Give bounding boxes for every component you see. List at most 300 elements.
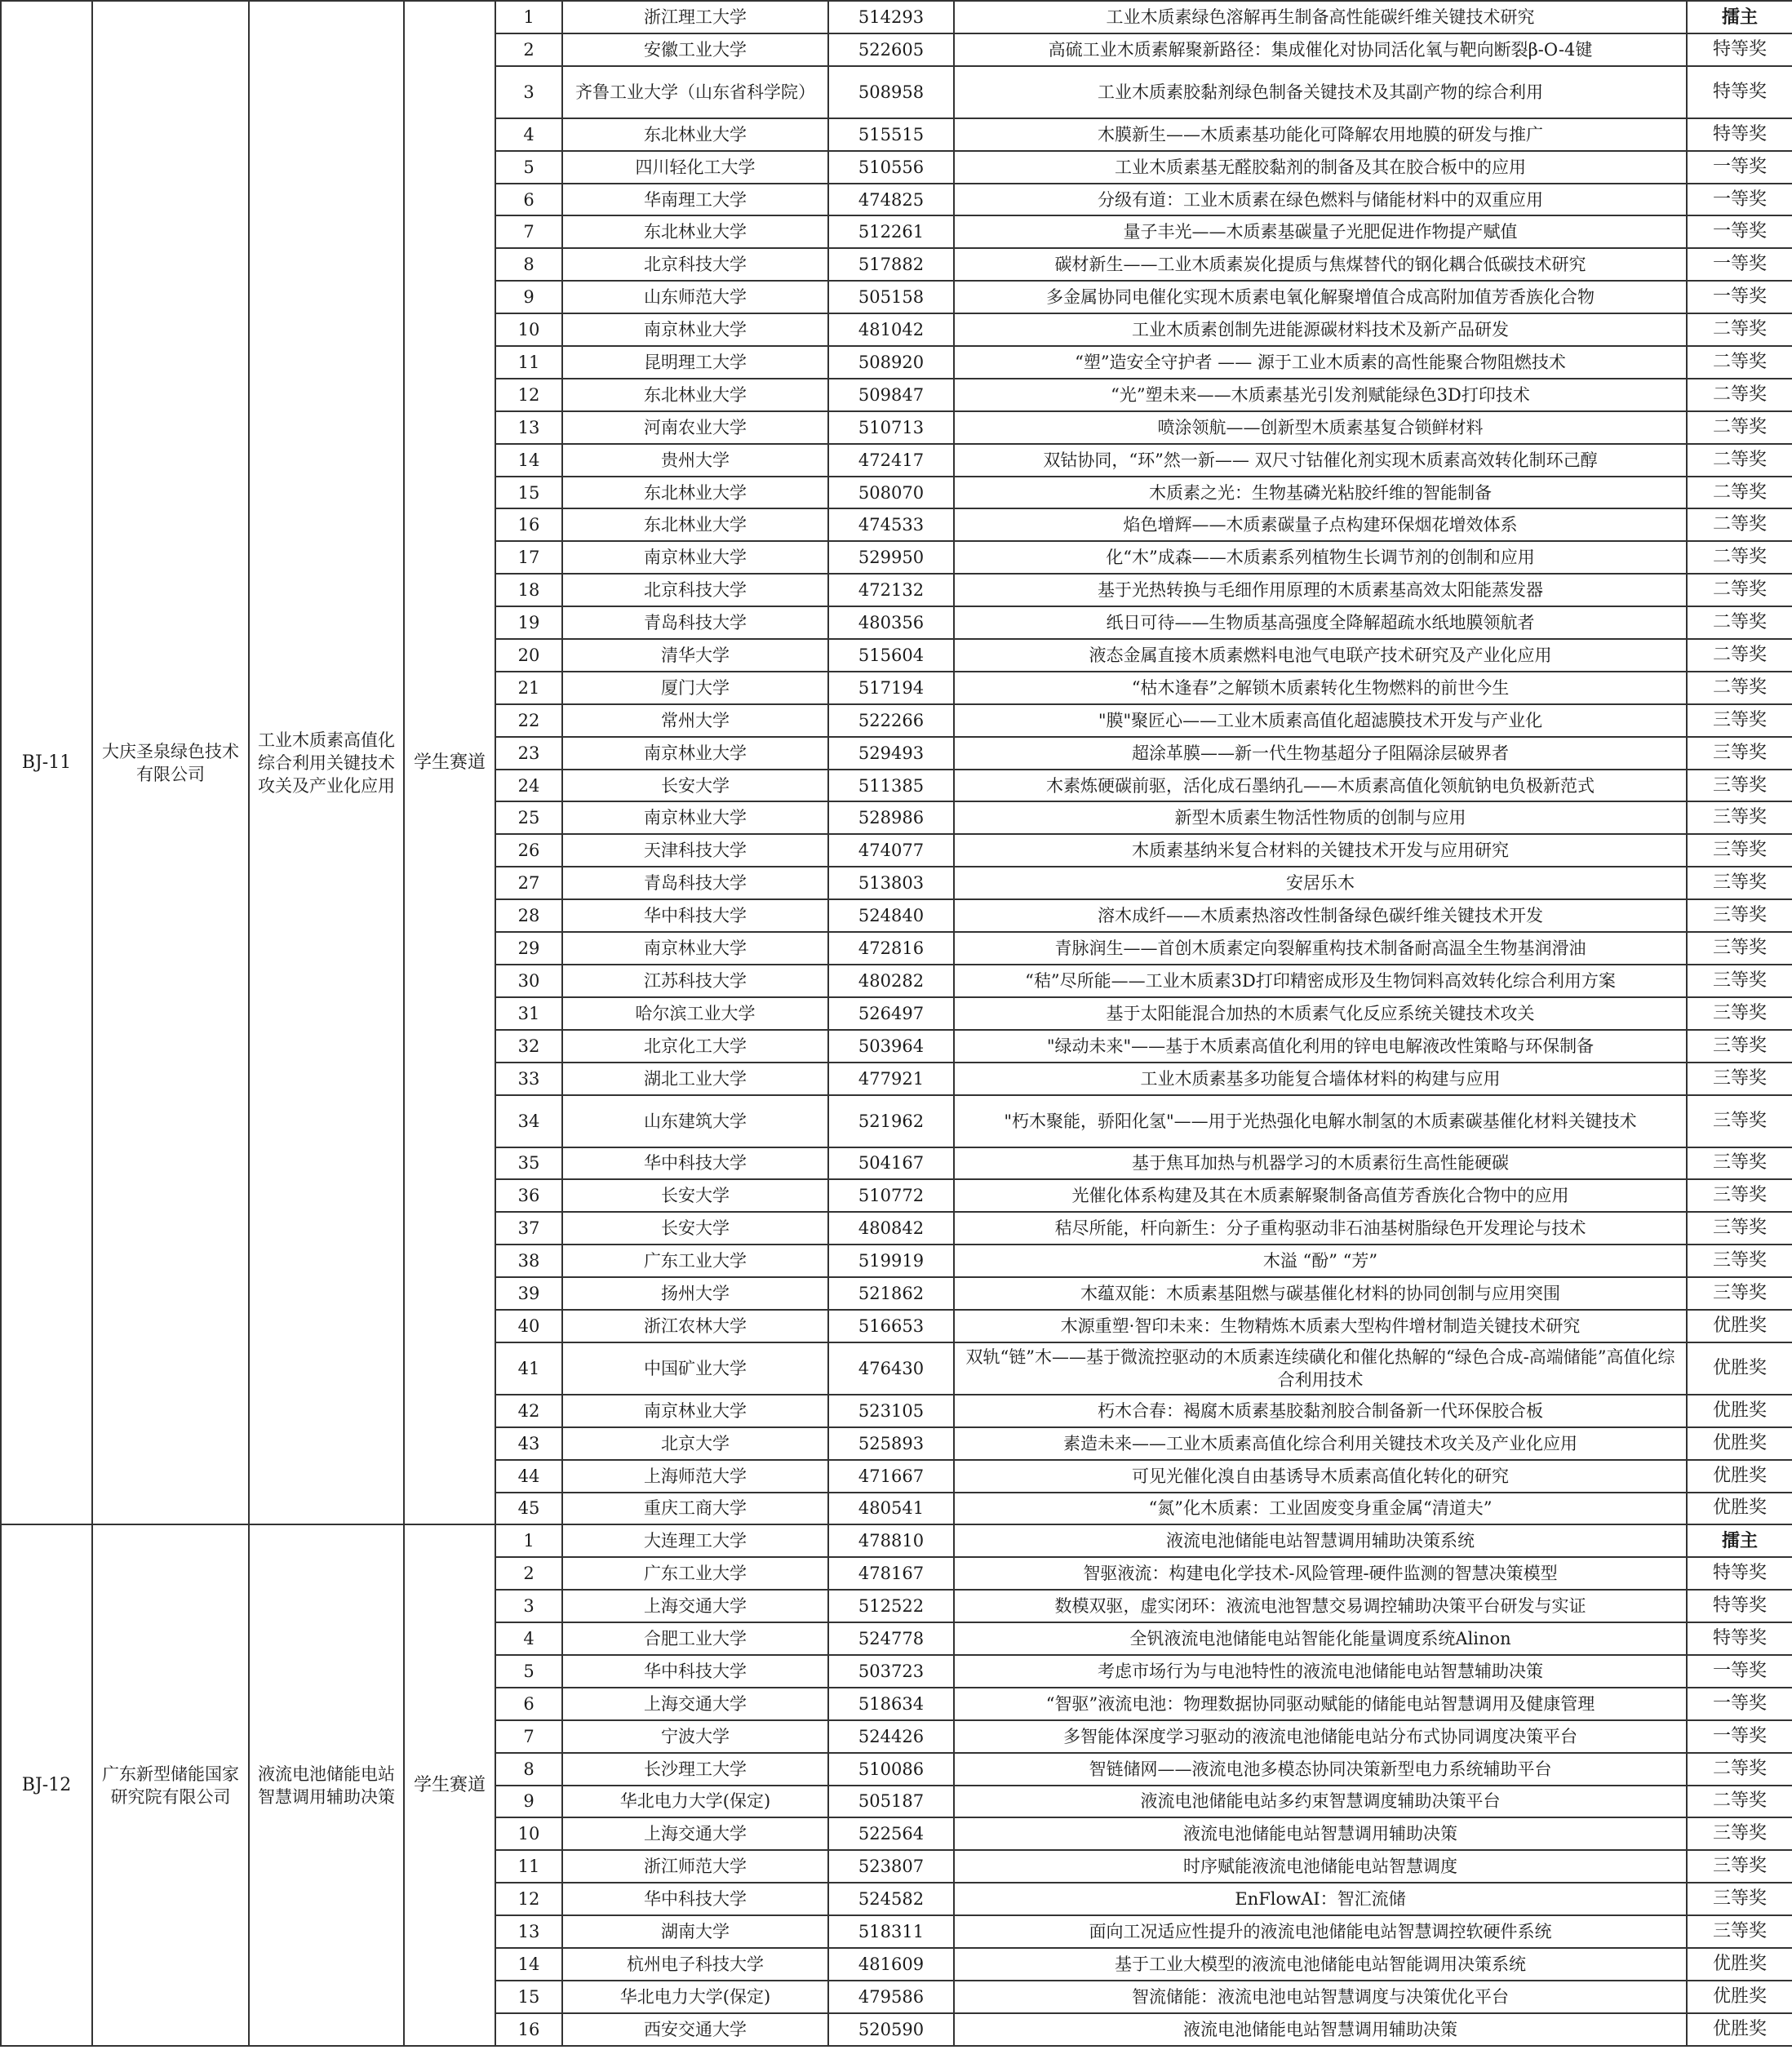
project-title: 超涂革膜——新一代生物基超分子阻隔涂层破界者 (954, 737, 1687, 770)
project-title: "朽木聚能，骄阳化氢"——用于光热强化电解水制氢的木质素碳基催化材料关键技术 (954, 1095, 1687, 1147)
row-number: 43 (495, 1427, 562, 1460)
award: 一等奖 (1687, 1720, 1792, 1753)
project-code: 479586 (828, 1981, 954, 2013)
project-code: 504167 (828, 1147, 954, 1180)
award: 一等奖 (1687, 184, 1792, 216)
row-number: 12 (495, 1883, 562, 1915)
project-title: 化“木”成森——木质素系列植物生长调节剂的创制和应用 (954, 541, 1687, 574)
row-number: 3 (495, 66, 562, 118)
award: 一等奖 (1687, 1655, 1792, 1688)
project-code: 518634 (828, 1688, 954, 1720)
project-title: 基于太阳能混合加热的木质素气化反应系统关键技术攻关 (954, 997, 1687, 1030)
row-number: 37 (495, 1212, 562, 1245)
row-number: 14 (495, 444, 562, 477)
table-row (1, 1, 1792, 33)
project-code: 510086 (828, 1753, 954, 1786)
project-title: 可见光催化溴自由基诱导木质素高值化转化的研究 (954, 1460, 1687, 1493)
award: 二等奖 (1687, 541, 1792, 574)
row-number: 5 (495, 151, 562, 184)
award: 三等奖 (1687, 1850, 1792, 1883)
award: 一等奖 (1687, 281, 1792, 313)
project-title: 分级有道：工业木质素在绿色燃料与储能材料中的双重应用 (954, 184, 1687, 216)
project-code: 474533 (828, 508, 954, 541)
row-number: 1 (495, 1, 562, 33)
project-code: 510772 (828, 1179, 954, 1212)
award: 三等奖 (1687, 1245, 1792, 1277)
row-number: 24 (495, 770, 562, 802)
project-code: 509847 (828, 379, 954, 411)
project-code: 503964 (828, 1030, 954, 1063)
award: 特等奖 (1687, 33, 1792, 66)
university: 南京林业大学 (562, 1395, 828, 1427)
project-title: 焰色增辉——木质素碳量子点构建环保烟花增效体系 (954, 508, 1687, 541)
university: 山东师范大学 (562, 281, 828, 313)
project-title: "绿动未来"——基于木质素高值化利用的锌电电解液改性策略与环保制备 (954, 1030, 1687, 1063)
award: 擂主 (1687, 1, 1792, 33)
project-title: 数模双驱，虚实闭环：液流电池智慧交易调控辅助决策平台研发与实证 (954, 1590, 1687, 1622)
project-code: 522266 (828, 704, 954, 737)
project-code: 522605 (828, 33, 954, 66)
university: 华北电力大学(保定) (562, 1786, 828, 1818)
project-code: 519919 (828, 1245, 954, 1277)
project-code: 522564 (828, 1817, 954, 1850)
university: 华中科技大学 (562, 1147, 828, 1180)
project-title: 面向工况适应性提升的液流电池储能电站智慧调控软硬件系统 (954, 1915, 1687, 1948)
award: 优胜奖 (1687, 1342, 1792, 1395)
project-code: 514293 (828, 1, 954, 33)
award: 优胜奖 (1687, 2013, 1792, 2046)
project-code: 503723 (828, 1655, 954, 1688)
university: 中国矿业大学 (562, 1342, 828, 1395)
award: 特等奖 (1687, 66, 1792, 118)
row-number: 15 (495, 1981, 562, 2013)
university: 安徽工业大学 (562, 33, 828, 66)
row-number: 19 (495, 606, 562, 639)
university: 上海师范大学 (562, 1460, 828, 1493)
project-code: 478167 (828, 1557, 954, 1590)
project-code: 521862 (828, 1277, 954, 1310)
award: 二等奖 (1687, 477, 1792, 509)
project-code: 523105 (828, 1395, 954, 1427)
award: 三等奖 (1687, 1212, 1792, 1245)
project-title: 木蕴双能：木质素基阻燃与碳基催化材料的协同创制与应用突围 (954, 1277, 1687, 1310)
row-number: 30 (495, 965, 562, 997)
university: 四川轻化工大学 (562, 151, 828, 184)
university: 南京林业大学 (562, 541, 828, 574)
project-title: "膜"聚匠心——工业木质素高值化超滤膜技术开发与产业化 (954, 704, 1687, 737)
university: 齐鲁工业大学（山东省科学院） (562, 66, 828, 118)
row-number: 35 (495, 1147, 562, 1180)
project-code: 521962 (828, 1095, 954, 1147)
university: 北京化工大学 (562, 1030, 828, 1063)
award: 三等奖 (1687, 1277, 1792, 1310)
row-number: 26 (495, 834, 562, 867)
university: 北京大学 (562, 1427, 828, 1460)
award: 一等奖 (1687, 151, 1792, 184)
row-number: 10 (495, 313, 562, 346)
award: 二等奖 (1687, 1786, 1792, 1818)
project-title: 双钴协同，“环”然一新—— 双尺寸钴催化剂实现木质素高效转化制环己醇 (954, 444, 1687, 477)
project-title: 木素炼硬碳前驱，活化成石墨纳孔——木质素高值化领航钠电负极新范式 (954, 770, 1687, 802)
row-number: 36 (495, 1179, 562, 1212)
award: 二等奖 (1687, 411, 1792, 444)
university: 浙江理工大学 (562, 1, 828, 33)
award: 特等奖 (1687, 1622, 1792, 1655)
project-code: 477921 (828, 1063, 954, 1095)
award: 优胜奖 (1687, 1981, 1792, 2013)
university: 上海交通大学 (562, 1590, 828, 1622)
project-title: 木质素基纳米复合材料的关键技术开发与应用研究 (954, 834, 1687, 867)
award: 三等奖 (1687, 1095, 1792, 1147)
award: 三等奖 (1687, 932, 1792, 965)
row-number: 45 (495, 1493, 562, 1525)
award: 一等奖 (1687, 1688, 1792, 1720)
row-number: 9 (495, 1786, 562, 1818)
university: 广东工业大学 (562, 1245, 828, 1277)
university: 杭州电子科技大学 (562, 1948, 828, 1981)
project-title: 基于光热转换与毛细作用原理的木质素基高效太阳能蒸发器 (954, 574, 1687, 606)
project-code: 517882 (828, 248, 954, 281)
project-code: 478810 (828, 1524, 954, 1557)
project-code: 508920 (828, 346, 954, 379)
university: 浙江师范大学 (562, 1850, 828, 1883)
project-code: 512261 (828, 215, 954, 248)
project-title: 液流电池储能电站智慧调用辅助决策系统 (954, 1524, 1687, 1557)
project-title: 木膜新生——木质素基功能化可降解农用地膜的研发与推广 (954, 118, 1687, 151)
project-code: 481609 (828, 1948, 954, 1981)
university: 河南农业大学 (562, 411, 828, 444)
row-number: 16 (495, 2013, 562, 2046)
row-number: 6 (495, 184, 562, 216)
award: 三等奖 (1687, 737, 1792, 770)
university: 长沙理工大学 (562, 1753, 828, 1786)
project-code: 476430 (828, 1342, 954, 1395)
project-code: 472132 (828, 574, 954, 606)
award: 三等奖 (1687, 965, 1792, 997)
project-title: 液流电池储能电站多约束智慧调度辅助决策平台 (954, 1786, 1687, 1818)
project-code: 528986 (828, 801, 954, 834)
row-number: 40 (495, 1310, 562, 1342)
row-number: 22 (495, 704, 562, 737)
row-number: 38 (495, 1245, 562, 1277)
award: 优胜奖 (1687, 1427, 1792, 1460)
row-number: 13 (495, 1915, 562, 1948)
university: 清华大学 (562, 639, 828, 672)
row-number: 4 (495, 118, 562, 151)
award: 优胜奖 (1687, 1948, 1792, 1981)
university: 东北林业大学 (562, 477, 828, 509)
project-title: “氮”化木质素：工业固废变身重金属“清道夫” (954, 1493, 1687, 1525)
project-code: 472816 (828, 932, 954, 965)
award: 三等奖 (1687, 1179, 1792, 1212)
award: 三等奖 (1687, 801, 1792, 834)
university: 东北林业大学 (562, 379, 828, 411)
project-title: 智驱液流：构建电化学技术-风险管理-硬件监测的智慧决策模型 (954, 1557, 1687, 1590)
university: 北京科技大学 (562, 248, 828, 281)
project-title: 液态金属直接木质素燃料电池气电联产技术研究及产业化应用 (954, 639, 1687, 672)
award: 三等奖 (1687, 1063, 1792, 1095)
group-company: 大庆圣泉绿色技术有限公司 (92, 1, 249, 1524)
project-title: 新型木质素生物活性物质的创制与应用 (954, 801, 1687, 834)
award: 二等奖 (1687, 639, 1792, 672)
university: 南京林业大学 (562, 313, 828, 346)
row-number: 39 (495, 1277, 562, 1310)
award: 二等奖 (1687, 444, 1792, 477)
row-number: 9 (495, 281, 562, 313)
award: 二等奖 (1687, 346, 1792, 379)
project-title: 双轨“链”木——基于微流控驱动的木质素连续磺化和催化热解的“绿色合成-高端储能”高值化综合利用技术 (954, 1342, 1687, 1395)
project-code: 510713 (828, 411, 954, 444)
project-title: “秸”尽所能——工业木质素3D打印精密成形及生物饲料高效转化综合利用方案 (954, 965, 1687, 997)
university: 山东建筑大学 (562, 1095, 828, 1147)
row-number: 29 (495, 932, 562, 965)
row-number: 15 (495, 477, 562, 509)
group-id: BJ-11 (1, 1, 92, 1524)
award: 优胜奖 (1687, 1310, 1792, 1342)
university: 南京林业大学 (562, 932, 828, 965)
row-number: 12 (495, 379, 562, 411)
award: 三等奖 (1687, 1817, 1792, 1850)
row-number: 33 (495, 1063, 562, 1095)
row-number: 17 (495, 541, 562, 574)
award: 二等奖 (1687, 672, 1792, 704)
university: 合肥工业大学 (562, 1622, 828, 1655)
university: 湖北工业大学 (562, 1063, 828, 1095)
row-number: 7 (495, 1720, 562, 1753)
university: 湖南大学 (562, 1915, 828, 1948)
project-title: EnFlowAI：智汇流储 (954, 1883, 1687, 1915)
award: 三等奖 (1687, 997, 1792, 1030)
award: 优胜奖 (1687, 1493, 1792, 1525)
project-title: 青脉润生——首创木质素定向裂解重构技术制备耐高温全生物基润滑油 (954, 932, 1687, 965)
university: 常州大学 (562, 704, 828, 737)
project-code: 480842 (828, 1212, 954, 1245)
project-title: 素造未来——工业木质素高值化综合利用关键技术攻关及产业化应用 (954, 1427, 1687, 1460)
project-title: 工业木质素基多功能复合墙体材料的构建与应用 (954, 1063, 1687, 1095)
project-title: 工业木质素基无醛胶黏剂的制备及其在胶合板中的应用 (954, 151, 1687, 184)
award: 特等奖 (1687, 118, 1792, 151)
project-title: “光”塑未来——木质素基光引发剂赋能绿色3D打印技术 (954, 379, 1687, 411)
award: 一等奖 (1687, 248, 1792, 281)
project-code: 508070 (828, 477, 954, 509)
university: 天津科技大学 (562, 834, 828, 867)
project-title: 秸尽所能，杆向新生：分子重构驱动非石油基树脂绿色开发理论与技术 (954, 1212, 1687, 1245)
row-number: 16 (495, 508, 562, 541)
group-topic: 工业木质素高值化综合利用关键技术攻关及产业化应用 (249, 1, 404, 1524)
university: 南京林业大学 (562, 801, 828, 834)
university: 长安大学 (562, 1179, 828, 1212)
project-title: 高硫工业木质素解聚新路径：集成催化对协同活化氧与靶向断裂β-O-4键 (954, 33, 1687, 66)
row-number: 8 (495, 248, 562, 281)
award: 三等奖 (1687, 704, 1792, 737)
project-title: “智驱”液流电池：物理数据协同驱动赋能的储能电站智慧调用及健康管理 (954, 1688, 1687, 1720)
project-code: 471667 (828, 1460, 954, 1493)
row-number: 4 (495, 1622, 562, 1655)
row-number: 20 (495, 639, 562, 672)
university: 浙江农林大学 (562, 1310, 828, 1342)
project-code: 515604 (828, 639, 954, 672)
project-title: 木源重塑·智印未来：生物精炼木质素大型构件增材制造关键技术研究 (954, 1310, 1687, 1342)
row-number: 13 (495, 411, 562, 444)
university: 东北林业大学 (562, 508, 828, 541)
university: 江苏科技大学 (562, 965, 828, 997)
university: 上海交通大学 (562, 1688, 828, 1720)
university: 青岛科技大学 (562, 606, 828, 639)
project-title: “塑”造安全守护者 —— 源于工业木质素的高性能聚合物阻燃技术 (954, 346, 1687, 379)
project-code: 516653 (828, 1310, 954, 1342)
university: 华中科技大学 (562, 899, 828, 932)
university: 北京科技大学 (562, 574, 828, 606)
university: 扬州大学 (562, 1277, 828, 1310)
group-id: BJ-12 (1, 1524, 92, 2045)
row-number: 8 (495, 1753, 562, 1786)
university: 上海交通大学 (562, 1817, 828, 1850)
university: 昆明理工大学 (562, 346, 828, 379)
project-title: 时序赋能液流电池储能电站智慧调度 (954, 1850, 1687, 1883)
row-number: 31 (495, 997, 562, 1030)
project-code: 515515 (828, 118, 954, 151)
award: 三等奖 (1687, 1030, 1792, 1063)
award: 二等奖 (1687, 574, 1792, 606)
row-number: 18 (495, 574, 562, 606)
award: 一等奖 (1687, 215, 1792, 248)
project-code: 513803 (828, 867, 954, 899)
row-number: 25 (495, 801, 562, 834)
award: 二等奖 (1687, 508, 1792, 541)
project-code: 512522 (828, 1590, 954, 1622)
project-code: 505187 (828, 1786, 954, 1818)
award: 二等奖 (1687, 1753, 1792, 1786)
project-title: 全钒液流电池储能电站智能化能量调度系统Alinon (954, 1622, 1687, 1655)
university: 华北电力大学(保定) (562, 1981, 828, 2013)
row-number: 2 (495, 1557, 562, 1590)
university: 南京林业大学 (562, 737, 828, 770)
award: 三等奖 (1687, 770, 1792, 802)
row-number: 28 (495, 899, 562, 932)
row-number: 2 (495, 33, 562, 66)
project-title: 光催化体系构建及其在木质素解聚制备高值芳香族化合物中的应用 (954, 1179, 1687, 1212)
university: 青岛科技大学 (562, 867, 828, 899)
project-title: 喷涂领航——创新型木质素基复合锁鲜材料 (954, 411, 1687, 444)
project-code: 529493 (828, 737, 954, 770)
project-title: 溶木成纤——木质素热溶改性制备绿色碳纤维关键技术开发 (954, 899, 1687, 932)
project-code: 510556 (828, 151, 954, 184)
project-code: 508958 (828, 66, 954, 118)
project-title: 智链储网——液流电池多模态协同决策新型电力系统辅助平台 (954, 1753, 1687, 1786)
row-number: 41 (495, 1342, 562, 1395)
group-track: 学生赛道 (404, 1524, 495, 2045)
university: 华中科技大学 (562, 1655, 828, 1688)
group-topic: 液流电池储能电站智慧调用辅助决策 (249, 1524, 404, 2045)
award: 三等奖 (1687, 899, 1792, 932)
project-code: 511385 (828, 770, 954, 802)
award: 三等奖 (1687, 1147, 1792, 1180)
project-code: 526497 (828, 997, 954, 1030)
university: 东北林业大学 (562, 118, 828, 151)
project-code: 529950 (828, 541, 954, 574)
award: 优胜奖 (1687, 1460, 1792, 1493)
project-title: 木质素之光：生物基磷光粘胶纤维的智能制备 (954, 477, 1687, 509)
award: 二等奖 (1687, 606, 1792, 639)
project-title: 量子丰光——木质素基碳量子光肥促进作物提产赋值 (954, 215, 1687, 248)
row-number: 5 (495, 1655, 562, 1688)
group-track: 学生赛道 (404, 1, 495, 1524)
award: 二等奖 (1687, 379, 1792, 411)
project-title: 液流电池储能电站智慧调用辅助决策 (954, 1817, 1687, 1850)
project-code: 524778 (828, 1622, 954, 1655)
row-number: 7 (495, 215, 562, 248)
project-title: 工业木质素创制先进能源碳材料技术及新产品研发 (954, 313, 1687, 346)
project-code: 480356 (828, 606, 954, 639)
row-number: 14 (495, 1948, 562, 1981)
project-title: 基于焦耳加热与机器学习的木质素衍生高性能硬碳 (954, 1147, 1687, 1180)
project-title: 多金属协同电催化实现木质素电氧化解聚增值合成高附加值芳香族化合物 (954, 281, 1687, 313)
row-number: 11 (495, 1850, 562, 1883)
award: 优胜奖 (1687, 1395, 1792, 1427)
project-code: 480282 (828, 965, 954, 997)
university: 广东工业大学 (562, 1557, 828, 1590)
row-number: 6 (495, 1688, 562, 1720)
award: 三等奖 (1687, 834, 1792, 867)
project-code: 524426 (828, 1720, 954, 1753)
project-code: 520590 (828, 2013, 954, 2046)
project-title: 朽木合春：褐腐木质素基胶黏剂胶合制备新一代环保胶合板 (954, 1395, 1687, 1427)
university: 华南理工大学 (562, 184, 828, 216)
university: 厦门大学 (562, 672, 828, 704)
project-title: 工业木质素绿色溶解再生制备高性能碳纤维关键技术研究 (954, 1, 1687, 33)
award: 三等奖 (1687, 1915, 1792, 1948)
project-title: 液流电池储能电站智慧调用辅助决策 (954, 2013, 1687, 2046)
project-code: 517194 (828, 672, 954, 704)
row-number: 27 (495, 867, 562, 899)
row-number: 34 (495, 1095, 562, 1147)
award: 特等奖 (1687, 1590, 1792, 1622)
project-title: 多智能体深度学习驱动的液流电池储能电站分布式协同调度决策平台 (954, 1720, 1687, 1753)
project-code: 474825 (828, 184, 954, 216)
group-company: 广东新型储能国家研究院有限公司 (92, 1524, 249, 2045)
project-code: 474077 (828, 834, 954, 867)
row-number: 10 (495, 1817, 562, 1850)
project-title: 考虑市场行为与电池特性的液流电池储能电站智慧辅助决策 (954, 1655, 1687, 1688)
award: 二等奖 (1687, 313, 1792, 346)
university: 大连理工大学 (562, 1524, 828, 1557)
row-number: 11 (495, 346, 562, 379)
project-title: 木溢 “酚” “芳” (954, 1245, 1687, 1277)
university: 东北林业大学 (562, 215, 828, 248)
row-number: 42 (495, 1395, 562, 1427)
project-code: 505158 (828, 281, 954, 313)
award: 三等奖 (1687, 1883, 1792, 1915)
project-code: 480541 (828, 1493, 954, 1525)
project-code: 525893 (828, 1427, 954, 1460)
project-code: 524840 (828, 899, 954, 932)
university: 长安大学 (562, 1212, 828, 1245)
project-code: 481042 (828, 313, 954, 346)
project-code: 524582 (828, 1883, 954, 1915)
table-row (1, 1524, 1792, 1557)
project-code: 472417 (828, 444, 954, 477)
row-number: 23 (495, 737, 562, 770)
row-number: 1 (495, 1524, 562, 1557)
project-title: 工业木质素胶黏剂绿色制备关键技术及其副产物的综合利用 (954, 66, 1687, 118)
university: 华中科技大学 (562, 1883, 828, 1915)
row-number: 3 (495, 1590, 562, 1622)
project-title: 纸日可待——生物质基高强度全降解超疏水纸地膜领航者 (954, 606, 1687, 639)
project-title: “枯木逢春”之解锁木质素转化生物燃料的前世今生 (954, 672, 1687, 704)
university: 贵州大学 (562, 444, 828, 477)
award: 三等奖 (1687, 867, 1792, 899)
university: 宁波大学 (562, 1720, 828, 1753)
